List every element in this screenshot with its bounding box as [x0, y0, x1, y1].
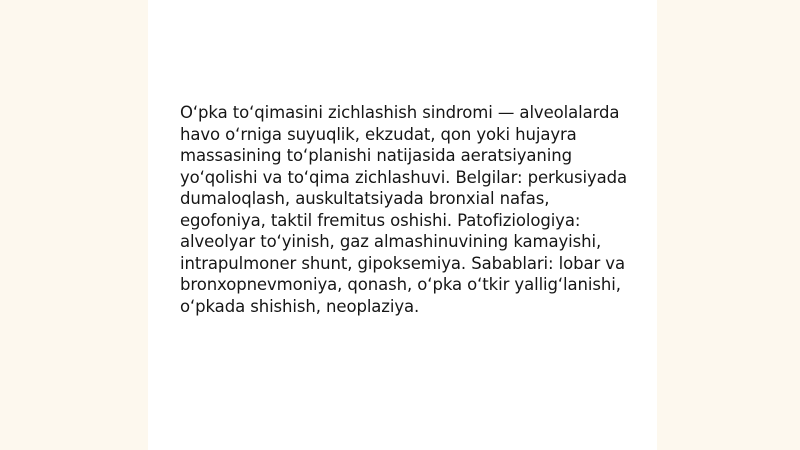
- document-page: [148, 0, 657, 450]
- body-paragraph: O‘pka to‘qimasini zichlashish sindromi — alveolalarda havo o‘rniga suyuqlik, ekzudat, qon yoki hujayra massasining to‘planishi natijasida aeratsiyaning yo‘qolishi va to‘qima zichlashuvi. Belgilar: perkusiyada dumaloqlash, auskultatsiyada bronxial nafas, egofoniya, taktil fremitus oshishi. Patofiziologiya: alveolyar to‘yinish, gaz almashinuvining kamayishi, intrapulmoner shunt, gipoksemiya. Sabablari: lobar va bronxopnevmoniya, qonash, o‘pka o‘tkir yallig‘lanishi, o‘pkada shishish, neoplaziya.: [180, 103, 628, 316]
